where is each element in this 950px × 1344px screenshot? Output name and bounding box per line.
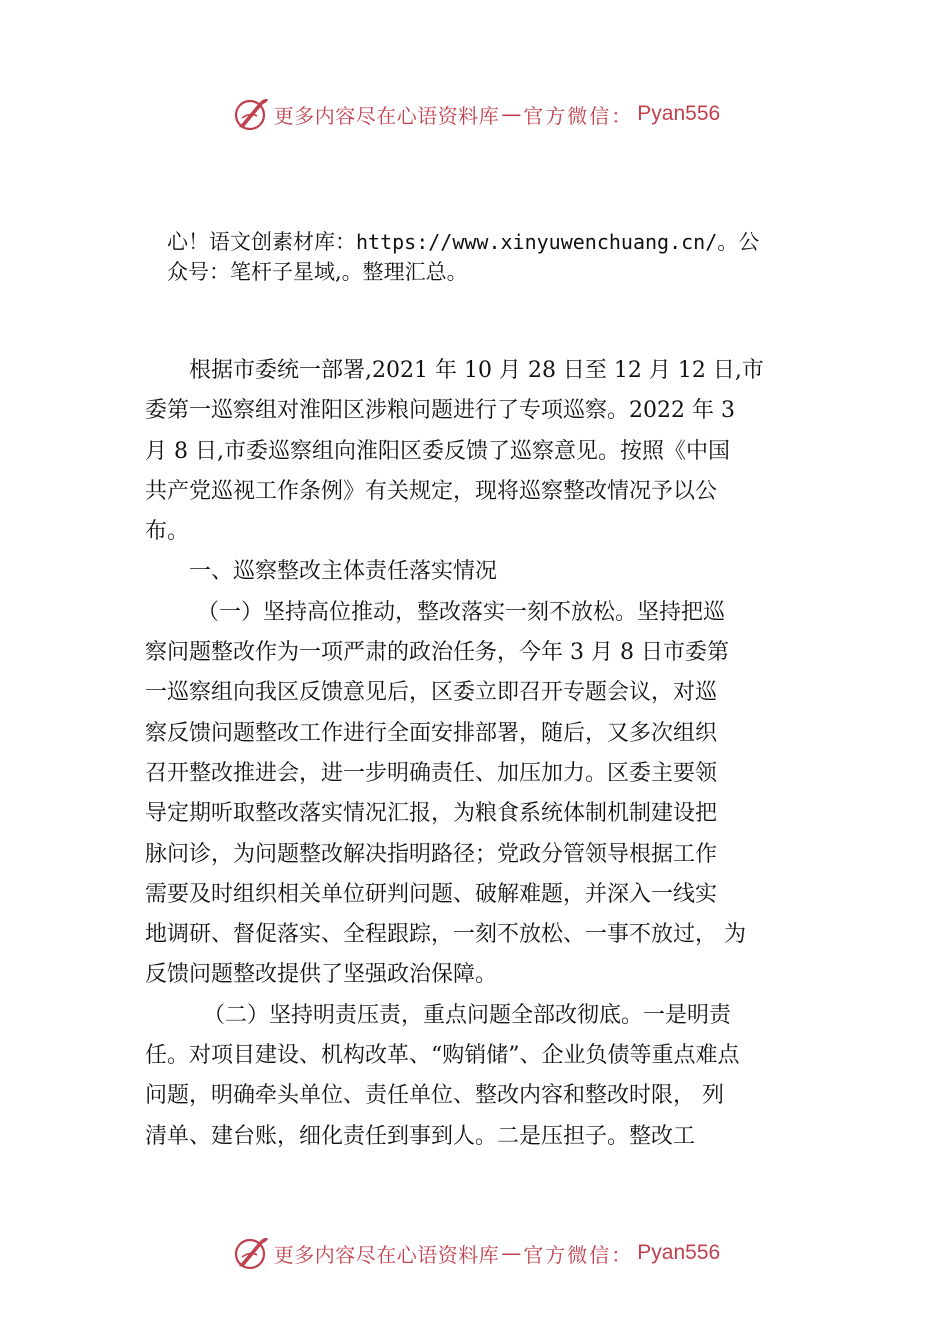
banner-dash: — xyxy=(501,102,522,126)
intro-suffix: 。公 xyxy=(717,230,760,254)
footer-banner xyxy=(0,1231,950,1275)
body-line: 需要及时组织相关单位研判问题、破解难题，并深入一线实 xyxy=(145,881,718,907)
intro-line-2: 众号：笔杆子星域,。整理汇总。 xyxy=(167,260,468,284)
body-line: 月 8 日,市委巡察组向淮阳区委反馈了巡察意见。按照《中国 xyxy=(145,438,730,464)
body-line: 根据市委统一部署,2021 年 10 月 28 日至 12 月 12 日,市 xyxy=(189,358,764,383)
quill-logo-icon xyxy=(230,1233,270,1273)
body-line: 地调研、督促落实、全程跟踪，一刻不放松、一事不放过， 为 xyxy=(145,922,746,948)
banner-wechat-label: 官方微信： xyxy=(523,103,634,128)
body-line: 脉问诊，为问题整改解决指明路径；党政分管领导根据工作 xyxy=(145,841,718,867)
body-line: 一巡察组向我区反馈意见后，区委立即召开专题会议，对巡 xyxy=(145,680,718,706)
section-heading: 一、巡察整改主体责任落实情况 xyxy=(189,559,498,585)
body-line: 清单、建台账，细化责任到事到人。二是压担子。整改工 xyxy=(145,1123,696,1149)
body-line: 导定期听取整改落实情况汇报，为粮食系统体制机制建设把 xyxy=(145,801,718,827)
banner-wechat-id: Pyan556 xyxy=(637,102,721,125)
body-line: 布。 xyxy=(145,519,190,545)
intro-line-1 xyxy=(167,227,847,257)
body-line: （二）坚持明责压责，重点问题全部改彻底。一是明责 xyxy=(203,1002,732,1028)
body-line: 任。对项目建设、机构改革、“购销储”、企业负债等重点难点 xyxy=(145,1043,740,1069)
banner-wechat-id: Pyan556 xyxy=(637,1241,721,1264)
body-line: 共产党巡视工作条例》有关规定，现将巡察整改情况予以公 xyxy=(145,478,718,504)
body-line: 召开整改推进会，进一步明确责任、加压加力。区委主要领 xyxy=(145,760,718,786)
body-line: 委第一巡察组对淮阳区涉粮问题进行了专项巡察。2022 年 3 xyxy=(145,398,735,424)
banner-dash: — xyxy=(501,1241,522,1265)
document-body xyxy=(145,351,835,1157)
body-line: 察问题整改作为一项严肃的政治任务，今年 3 月 8 日市委第 xyxy=(145,640,729,666)
intro-block xyxy=(167,227,847,287)
intro-prefix: 心！语文创素材库： xyxy=(167,230,356,254)
banner-wechat-label: 官方微信： xyxy=(523,1242,634,1267)
body-line: （一）坚持高位推动，整改落实一刻不放松。坚持把巡 xyxy=(197,599,726,625)
intro-url: https://www.xinyuwenchuang.cn/ xyxy=(356,230,718,254)
banner-main-text: 更多内容尽在心语资料库 xyxy=(273,1242,500,1267)
banner-main-text: 更多内容尽在心语资料库 xyxy=(273,103,500,128)
quill-logo-icon xyxy=(230,94,270,134)
body-line: 反馈问题整改提供了坚强政治保障。 xyxy=(145,962,498,988)
body-line: 问题，明确牵头单位、责任单位、整改内容和整改时限， 列 xyxy=(145,1083,724,1109)
header-banner xyxy=(0,92,950,136)
body-line: 察反馈问题整改工作进行全面安排部署，随后，又多次组织 xyxy=(145,720,718,746)
